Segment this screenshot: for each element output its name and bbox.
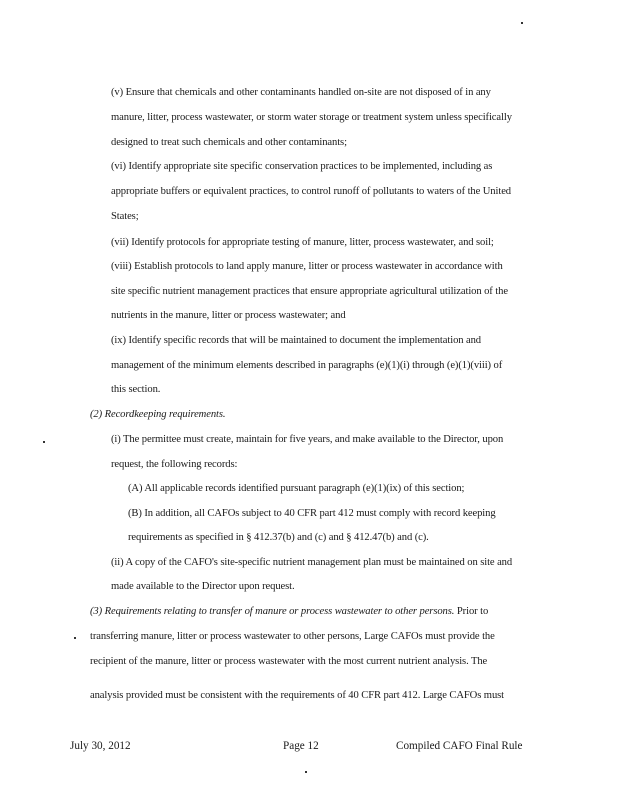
- item-vi-line-3: States;: [111, 211, 139, 222]
- scan-speck: [305, 771, 307, 773]
- sec3-line-3: recipient of the manure, litter or process wastewater with the most current nutrient analysis. The: [90, 656, 488, 667]
- section-3-heading: (3) Requirements relating to transfer of manure or process wastewater to other persons.: [90, 606, 455, 617]
- sec3-line-2: transferring manure, litter or process wastewater to other persons, Large CAFOs must provide the: [90, 631, 495, 642]
- sec2-A-line: (A) All applicable records identified pursuant paragraph (e)(1)(ix) of this section;: [128, 483, 465, 494]
- section-3-first-line: [90, 605, 488, 619]
- item-vi-line-1: (vi) Identify appropriate site specific conservation practices to be implemented, including as: [111, 161, 493, 172]
- item-ix-line-1: (ix) Identify specific records that will be maintained to document the implementation and: [111, 335, 482, 346]
- sec2-ii-line-1: (ii) A copy of the CAFO's site-specific nutrient management plan must be maintained on site and: [111, 557, 513, 568]
- footer-title: Compiled CAFO Final Rule: [396, 740, 523, 752]
- item-v-line-3: designed to treat such chemicals and other contaminants;: [111, 137, 347, 148]
- item-viii-line-3: nutrients in the manure, litter or process wastewater; and: [111, 310, 346, 321]
- sec2-i-line-1: (i) The permittee must create, maintain for five years, and make available to the Director, upon: [111, 434, 504, 445]
- item-vii-line: (vii) Identify protocols for appropriate testing of manure, litter, process wastewater, and soil;: [111, 237, 494, 248]
- footer-page-number: Page 12: [283, 740, 319, 752]
- scan-speck: [74, 637, 76, 639]
- item-vi-line-2: appropriate buffers or equivalent practices, to control runoff of pollutants to waters of the United: [111, 186, 511, 197]
- footer-date: July 30, 2012: [70, 740, 131, 752]
- scan-speck: [521, 22, 523, 24]
- scan-speck: [43, 441, 45, 443]
- item-ix-line-2: management of the minimum elements described in paragraphs (e)(1)(i) through (e)(1)(viii) of: [111, 360, 503, 371]
- item-ix-line-3: this section.: [111, 384, 161, 395]
- section-2-heading: (2) Recordkeeping requirements.: [90, 409, 226, 420]
- item-viii-line-1: (viii) Establish protocols to land apply manure, litter or process wastewater in accordance with: [111, 261, 503, 272]
- item-v-line-1: (v) Ensure that chemicals and other contaminants handled on-site are not disposed of in any: [111, 87, 491, 98]
- item-viii-line-2: site specific nutrient management practices that ensure appropriate agricultural utilization of the: [111, 286, 508, 297]
- sec2-ii-line-2: made available to the Director upon request.: [111, 581, 295, 592]
- sec2-B-line-2: requirements as specified in § 412.37(b) and (c) and § 412.47(b) and (c).: [128, 532, 429, 543]
- sec2-B-line-1: (B) In addition, all CAFOs subject to 40 CFR part 412 must comply with record keeping: [128, 508, 496, 519]
- item-v-line-2: manure, litter, process wastewater, or storm water storage or treatment system unless specifically: [111, 112, 512, 123]
- sec3-line-4: analysis provided must be consistent with the requirements of 40 CFR part 412. Large CAFOs must: [90, 690, 505, 701]
- section-3-text-start: Prior to: [456, 606, 489, 617]
- sec2-i-line-2: request, the following records:: [111, 459, 238, 470]
